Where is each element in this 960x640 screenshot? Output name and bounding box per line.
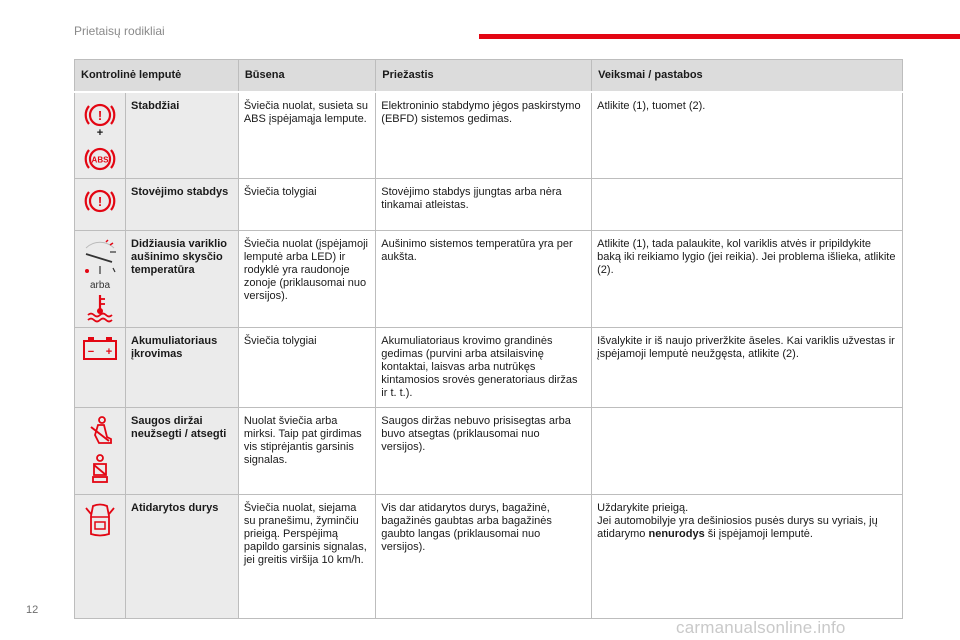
battery-minus-glyph: − [87, 345, 95, 358]
icon-cell [75, 494, 126, 618]
indicator-cause: Aušinimo sistemos temperatūra yra per aukšta. [376, 230, 592, 327]
indicator-cause: Stovėjimo stabdys įjungtas arba nėra tinkamai atleistas. [376, 178, 592, 230]
indicator-name: Akumuliatoriaus įkrovimas [126, 327, 239, 407]
action-emphasis: nenurodys [648, 527, 705, 540]
indicator-action: Atlikite (1), tada palaukite, kol variklis atvės ir pripildykite baką iki reikiamo lygio (jei reikia). Jei problema išlieka, atlikite (2). [592, 230, 903, 327]
page-number: 12 [26, 604, 39, 616]
indicator-action [592, 178, 903, 230]
indicator-name: Didžiausia variklio aušinimo skysčio temperatūra [126, 230, 239, 327]
indicator-cause: Saugos diržas nebuvo prisisegtas arba buvo atsegtas (priklausomai nuo versijos). [376, 407, 592, 494]
battery-icon [80, 335, 120, 363]
table-row [75, 407, 903, 494]
parking-brake-icon [80, 186, 120, 216]
abs-warning-icon [80, 144, 120, 174]
header-accent-bar [479, 34, 960, 39]
abs-icon-glyph: ABS [91, 155, 109, 164]
action-text-a: Jei automobilyje yra dešiniosios pusės durys su vyriais, jų atidarymo [597, 514, 878, 540]
icon-cell [75, 327, 126, 407]
seatbelt-icon [85, 415, 115, 447]
indicator-action: Atlikite (1), tuomet (2). [592, 92, 903, 179]
icon-cell [75, 92, 126, 179]
indicator-state: Šviečia tolygiai [238, 327, 375, 407]
table-header-row [75, 60, 903, 92]
icon-cell [75, 407, 126, 494]
icon-cell [75, 178, 126, 230]
indicator-cause: Akumuliatoriaus krovimo grandinės gedimas (purvini arba atsilaisvinę kontaktai, laisvas arba nutrūkęs kintamosios srovės generatoriaus diržas ir t. t.). [376, 327, 592, 407]
warning-lights-table [74, 59, 903, 619]
indicator-state: Šviečia nuolat (įspėjamoji lemputė arba LED) ir rodyklė yra raudonoje zonoje (priklausomai nuo versijos). [238, 230, 375, 327]
battery-plus-glyph: + [105, 345, 113, 358]
header-cause: Priežastis [376, 60, 592, 92]
indicator-name: Stabdžiai [126, 92, 239, 179]
indicator-state: Šviečia tolygiai [238, 178, 375, 230]
indicator-state: Nuolat šviečia arba mirksi. Taip pat girdimas vis stiprėjantis garsinis signalas. [238, 407, 375, 494]
header-state: Būsena [238, 60, 375, 92]
action-line-2 [597, 515, 897, 541]
indicator-action [592, 494, 903, 618]
brake-warning-icon [80, 100, 120, 138]
icon-cell [75, 230, 126, 327]
indicator-action [592, 407, 903, 494]
temperature-gauge-icon [80, 238, 120, 278]
coolant-temperature-icon [85, 293, 115, 323]
table-row [75, 92, 903, 179]
or-label: arba [89, 279, 110, 291]
indicator-cause: Vis dar atidarytos durys, bagažinė, bagažinės gaubtas arba bagažinės gaubto langas (priklausomai nuo versijos). [376, 494, 592, 618]
watermark: carmanualsonline.info [676, 618, 846, 637]
door-open-icon [85, 502, 115, 540]
plus-glyph: + [96, 126, 104, 138]
table-row [75, 178, 903, 230]
indicator-name: Saugos diržai neužsegti / atsegti [126, 407, 239, 494]
indicator-name: Atidarytos durys [126, 494, 239, 618]
brake-icon-glyph: ! [97, 107, 103, 123]
action-line-1: Uždarykite prieigą. [597, 501, 689, 514]
table-row [75, 494, 903, 618]
parking-brake-glyph: ! [97, 193, 103, 209]
seatbelt-rear-icon [85, 453, 115, 485]
header-actions: Veiksmai / pastabos [592, 60, 903, 92]
header-indicator: Kontrolinė lemputė [75, 60, 239, 92]
page-header: Prietaisų rodikliai [74, 24, 165, 38]
indicator-cause: Elektroninio stabdymo jėgos paskirstymo (EBFD) sistemos gedimas. [376, 92, 592, 179]
action-text-b: ši įspėjamoji lemputė. [704, 527, 813, 540]
indicator-name: Stovėjimo stabdys [126, 178, 239, 230]
indicator-state: Šviečia nuolat, siejama su pranešimu, žyminčiu prieigą. Perspėjimą papildo garsinis signalas, jei greitis viršija 10 km/h. [238, 494, 375, 618]
table-row [75, 230, 903, 327]
indicator-action: Išvalykite ir iš naujo priveržkite āseles. Kai variklis užvestas ir įspėjamoji lemputė neužgęsta, atlikite (2). [592, 327, 903, 407]
indicator-state: Šviečia nuolat, susieta su ABS įspėjamąja lempute. [238, 92, 375, 179]
table-row [75, 327, 903, 407]
